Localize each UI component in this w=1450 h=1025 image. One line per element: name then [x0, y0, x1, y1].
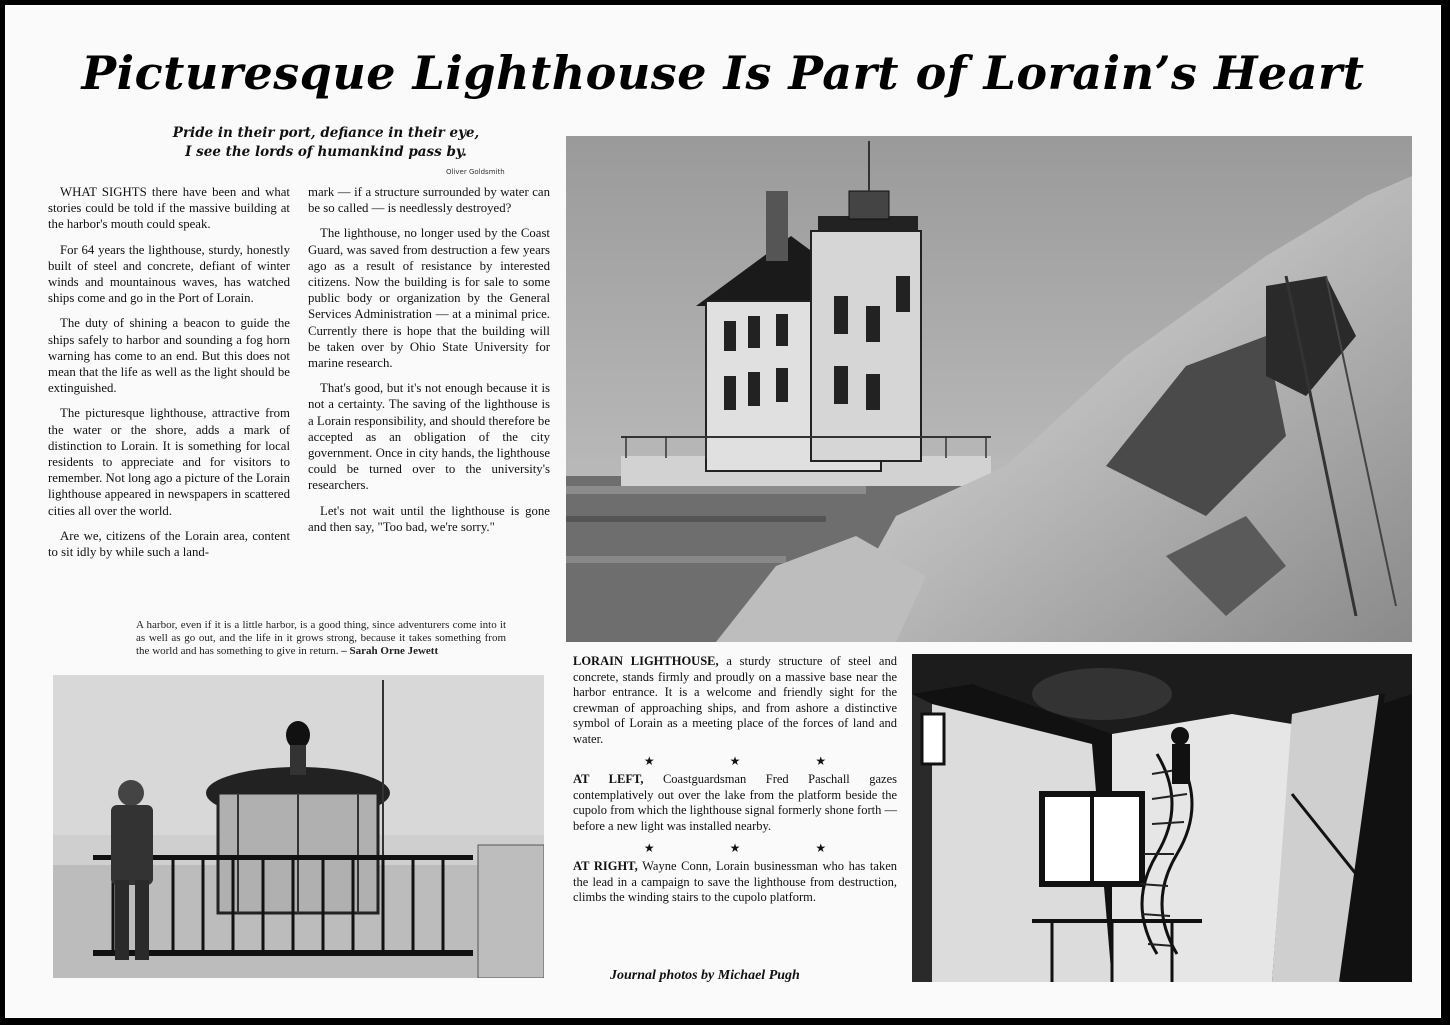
- epigraph-line-2: I see the lords of humankind pass by.: [185, 144, 467, 160]
- quote-text: A harbor, even if it is a little harbor, is a good thing, since adventurers come into it as well as go out, and the life in it grows strong, because it takes something from the world and has something to give in return.: [136, 619, 506, 657]
- newspaper-page: [5, 5, 1441, 1018]
- paragraph: The lighthouse, no longer used by the Coast Guard, was saved from destruction a few years ago as a result of resistance by interested citizens. Now the building is for sale to some public body or organization by the General Services Administration — at a minimal price. Currently there is hope that the building will be taken over by Ohio State University for marine research.: [308, 226, 550, 371]
- caption-main-text: a sturdy structure of steel and concrete, stands firmly and proudly on a massive base near the harbor entrance. It is a welcome and friendly sight for the crewman of approaching ships, and from ashore a distinctive symbol of Lorain as a meeting place of the forces of land and water.: [573, 654, 897, 746]
- paragraph: Let's not wait until the lighthouse is gone and then say, "Too bad, we're sorry.": [308, 503, 550, 534]
- lighthouse-photo: [566, 136, 1412, 642]
- headline: Picturesque Lighthouse Is Part of Lorain’s Heart: [81, 46, 1365, 100]
- caption-right-lead: AT RIGHT,: [573, 859, 638, 874]
- paragraph: For 64 years the lighthouse, sturdy, honestly built of steel and concrete, defiant of winter winds and mountainous waves, has watched ships come and go in the Port of Lorain.: [48, 242, 290, 306]
- epigraph-line-1: Pride in their port, defiance in their eye,: [172, 125, 480, 141]
- star-divider: ★ ★ ★: [643, 840, 863, 855]
- coastguardsman-photo: [53, 675, 544, 978]
- caption-main: [573, 654, 897, 748]
- epigraph-cite: Oliver Goldsmith: [446, 168, 505, 176]
- paragraph: The picturesque lighthouse, attractive from the water or the shore, adds a mark of distinction to Lorain. It is something for local residents to appreciate and for visitors to remember. Not long ago a picture of the Lorain lighthouse appeared in newspapers in scattered cities all over the world.: [48, 406, 290, 518]
- star-divider: ★ ★ ★: [643, 753, 863, 768]
- paragraph: The duty of shining a beacon to guide the ships safely to harbor and sounding a fog horn warning has come to an end. But this does not mean that the life as well as the light should be extinguished.: [48, 316, 290, 396]
- article-column-1: [48, 184, 290, 569]
- photo-credit: Journal photos by Michael Pugh: [610, 968, 800, 983]
- paragraph: WHAT SIGHTS there have been and what stories could be told if the massive building at the harbor's mouth could speak.: [48, 185, 290, 232]
- caption-right: [573, 859, 897, 906]
- stairs-photo: [912, 654, 1412, 982]
- caption-left: [573, 772, 897, 834]
- caption-left-text: Coastguardsman Fred Paschall gazes contemplatively out over the lake from the platform beside the cupolo from which the lighthouse signal formerly shone forth — before a new light was installed nearby.: [573, 772, 897, 833]
- paragraph: mark — if a structure surrounded by water can be so called — is needlessly destroyed?: [308, 185, 550, 216]
- caption-right-text: Wayne Conn, Lorain businessman who has taken the lead in a campaign to save the lighthouse from destruction, climbs the winding stairs to the cupolo platform.: [573, 859, 897, 905]
- epigraph: [106, 124, 546, 162]
- quote-attribution: – Sarah Orne Jewett: [341, 645, 439, 657]
- photo-captions: [573, 654, 897, 906]
- sidebar-quote: [136, 619, 506, 658]
- paragraph: That's good, but it's not enough because it is not a certainty. The saving of the lighthouse is a Lorain responsibility, and should therefore be accepted as an obligation of the city government. Once in city hands, the lighthouse could be turned over to the university's researchers.: [308, 381, 550, 493]
- caption-main-lead: LORAIN LIGHTHOUSE,: [573, 654, 719, 668]
- article-column-2: [308, 184, 550, 544]
- caption-left-lead: AT LEFT,: [573, 772, 644, 787]
- paragraph: Are we, citizens of the Lorain area, content to sit idly by while such a land-: [48, 528, 290, 560]
